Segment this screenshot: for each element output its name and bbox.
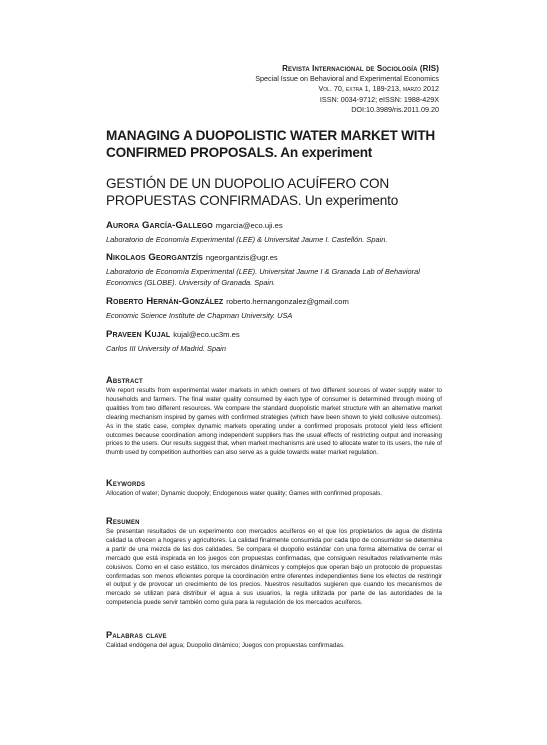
- author-block: [106, 297, 451, 322]
- issn: ISSN: 0034-9712; eISSN: 1988-429X: [319, 94, 439, 104]
- title-english-main: MANAGING A DUOPOLISTIC WATER MARKET WITH CONFIRMED PROPOSALS.: [106, 128, 436, 160]
- journal-name: Revista Internacional de Sociología (RIS): [282, 64, 439, 73]
- title-spanish-main: GESTIÓN DE UN DUOPOLIO ACUÍFERO CON PROPUESTAS CONFIRMADAS.: [106, 176, 390, 208]
- author-affiliation: Economic Science Institute de Chapman University. USA: [106, 311, 293, 320]
- keywords-heading: Keywords: [106, 478, 146, 488]
- author-email: roberto.hernangonzalez@gmail.com: [226, 297, 349, 306]
- resumen-text: Se presentan resultados de un experimento con mercados acuíferos en el que los propietarios de agua de distinta calidad la ofrecen a hogares y agricultores. La calidad finalmente consumida por cada tipo de consumidor se determina a partir de una mezcla de las dos calidades. Se compara el duopolio estándar con una forma alternativa de cerrar el mercado que está inspirada en los juegos con propuestas confirmadas, que consiguen resultados relativamente más colusivos. Como en el caso estático, los mercados dinámicos y complejos que operan bajo un protocolo de propuestas confirmadas son menos eficientes porque la coordinación entre oferentes independientes tiene los efectos de restringir el output y de provocar un crecimiento de los precios. Nuestros resultados sugieren que cuando los mecanismos de mercado se utilizan para distribuir el agua a sus usuarios, la regla utilizada por parte de las autoridades de la competencia puede servir también como guía para la regulación de los mercados acuíferos.: [106, 528, 442, 607]
- title-english: [106, 127, 446, 161]
- abstract-text: We report results from experimental water markets in which owners of two different sources of water supply water to households and farmers. The final water quality consumed by each type of consumer is determined through mixing of qualities from two different resources. We compare the standard duopolistic market structure with an alternative market clearing mechanism inspired by games with confirmed strategies (which have been shown to yield collusive outcomes). As in the static case, complex dynamic markets operating under a confirmed proposals protocol yield less efficient outcomes because coordination among independent suppliers has the usual effects of restricting output and increasing prices to the users. Our results suggest that, when market mechanisms are used to allocate water to its users, the rule of thumb used by competition authorities can also serve as a guide towards water market regulation.: [106, 387, 442, 457]
- author-email: ngeorgantzis@ugr.es: [205, 253, 278, 262]
- author-email: kujal@eco.uc3m.es: [173, 330, 240, 339]
- palabras-clave-heading: Palabras clave: [106, 630, 167, 640]
- palabras-clave-text: Calidad endógena del agua; Duopolio dinámico; Juegos con propuestas confirmadas.: [106, 642, 345, 649]
- author-email: mgarcia@eco.uji.es: [215, 221, 283, 230]
- keywords-text: Allocation of water; Dynamic duopoly; Endogenous water quality; Games with confirmed proposals.: [106, 490, 383, 497]
- author-affiliation: Laboratorio de Economía Experimental (LEE). Universitat Jaume I & Granada Lab of Behavioral Economics (GLOBE). University of Granada. Spain.: [106, 267, 420, 287]
- author-name: Aurora García-Gallego: [106, 220, 213, 231]
- title-english-sub: An experiment: [280, 145, 373, 160]
- author-block: [106, 330, 451, 355]
- special-issue: Special Issue on Behavioral and Experimental Economics: [255, 74, 439, 84]
- resumen-heading: Resumen: [106, 516, 140, 526]
- author-block: [106, 253, 451, 288]
- doi: DOI:10.3989/ris.2011.09.20: [351, 104, 439, 114]
- volume-info: Vol. 70, extra 1, 189-213, marzo 2012: [318, 84, 439, 94]
- journal-header: [255, 64, 439, 115]
- author-name: Nikolaos Georgantzís: [106, 252, 203, 263]
- title-spanish-sub: Un experimento: [304, 193, 399, 208]
- author-affiliation: Laboratorio de Economía Experimental (LEE) & Universitat Jaume I. Castellón. Spain.: [106, 235, 388, 244]
- author-block: [106, 221, 451, 246]
- title-spanish: [106, 175, 446, 209]
- author-name: Roberto Hernán-González: [106, 296, 224, 307]
- author-name: Praveen Kujal: [106, 329, 171, 340]
- author-affiliation: Carlos III University of Madrid. Spain: [106, 344, 226, 353]
- abstract-heading: Abstract: [106, 375, 143, 385]
